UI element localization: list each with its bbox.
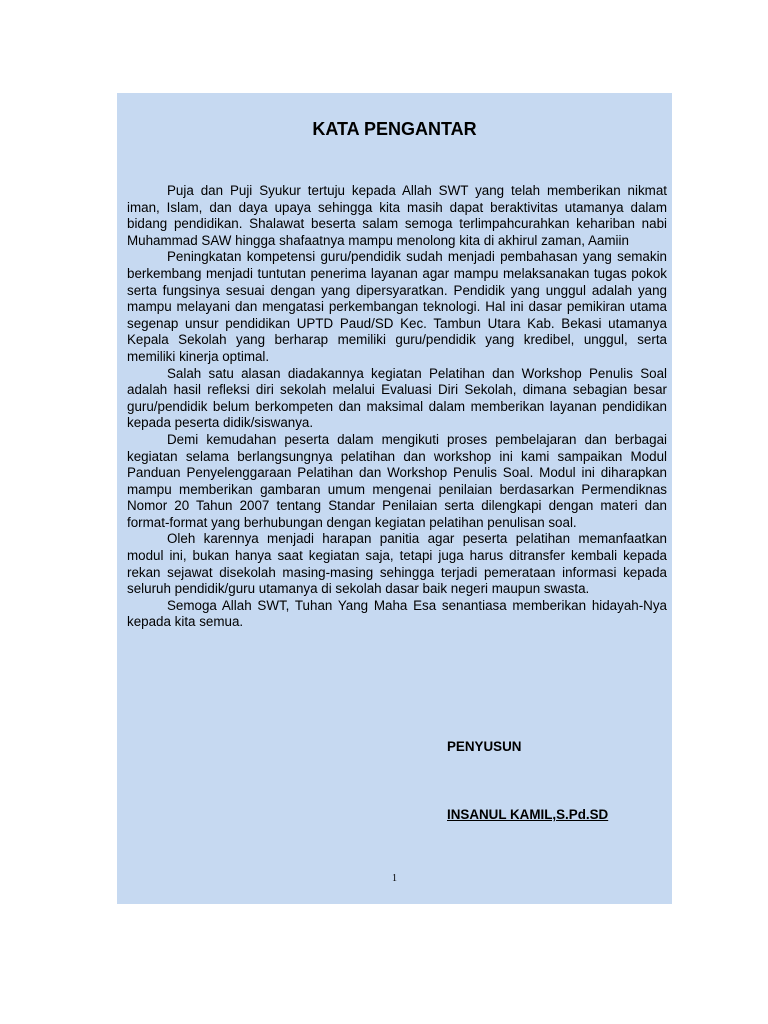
signer-role: PENYUSUN: [447, 739, 522, 754]
paragraph-5: Oleh karennya menjadi harapan panitia agar peserta pelatihan memanfaatkan modul ini, bukan hanya saat kegiatan saja, tetapi juga harus ditransfer kembali kepada rekan sejawat disekolah masing-masing sehingga terjadi pemerataan informasi kepada seluruh pendidik/guru utamanya di sekolah dasar baik negeri maupun swasta.: [127, 531, 667, 597]
paragraph-4: Demi kemudahan peserta dalam mengikuti proses pembelajaran dan berbagai kegiatan selama berlangsungnya pelatihan dan workshop ini kami sampaikan Modul Panduan Penyelenggaraan Pelatihan dan Workshop Penulis Soal. Modul ini diharapkan mampu memberikan gambaran umum mengenai penilaian berdasarkan Permendiknas Nomor 20 Tahun 2007 tentang Standar Penilaian serta dilengkapi dengan materi dan format-format yang berhubungan dengan kegiatan pelatihan penulisan soal.: [127, 431, 667, 530]
signer-name: INSANUL KAMIL,S.Pd.SD: [447, 807, 609, 822]
paragraph-3: Salah satu alasan diadakannya kegiatan Pelatihan dan Workshop Penulis Soal adalah hasil refleksi diri sekolah melalui Evaluasi Diri Sekolah, dimana sebagian besar guru/pendidik belum berkompeten dan maksimal dalam memberikan layanan pendidikan kepada peserta didik/siswanya.: [127, 365, 667, 431]
paragraph-2: Peningkatan kompetensi guru/pendidik sudah menjadi pembahasan yang semakin berkembang menjadi tuntutan penerima layanan agar mampu melaksanakan tugas pokok serta fungsinya sesuai dengan yang dipersyaratkan. Pendidik yang unggul adalah yang mampu melayani dan mengatasi perkembangan teknologi. Hal ini dasar pemikiran utama segenap unsur pendidikan UPTD Paud/SD Kec. Tambun Utara Kab. Bekasi utamanya Kepala Sekolah yang berharap memiliki guru/pendidik yang kredibel, unggul, serta memiliki kinerja optimal.: [127, 249, 667, 364]
paragraph-1: Puja dan Puji Syukur tertuju kepada Allah SWT yang telah memberikan nikmat iman, Islam, dan daya upaya sehingga kita masih dapat beraktivitas utamanya dalam bidang pendidikan. Shalawat beserta salam semoga terlimpahcurahkan kehariban nabi Muhammad SAW hingga shafaatnya mampu menolong kita di akhirul zaman, Aamiin: [127, 183, 667, 248]
page-number: 1: [392, 873, 397, 884]
document-body: [127, 183, 667, 631]
document-page: [117, 93, 672, 904]
page-title: KATA PENGANTAR: [312, 119, 477, 139]
paragraph-6: Semoga Allah SWT, Tuhan Yang Maha Esa senantiasa memberikan hidayah-Nya kepada kita semua.: [127, 597, 667, 630]
